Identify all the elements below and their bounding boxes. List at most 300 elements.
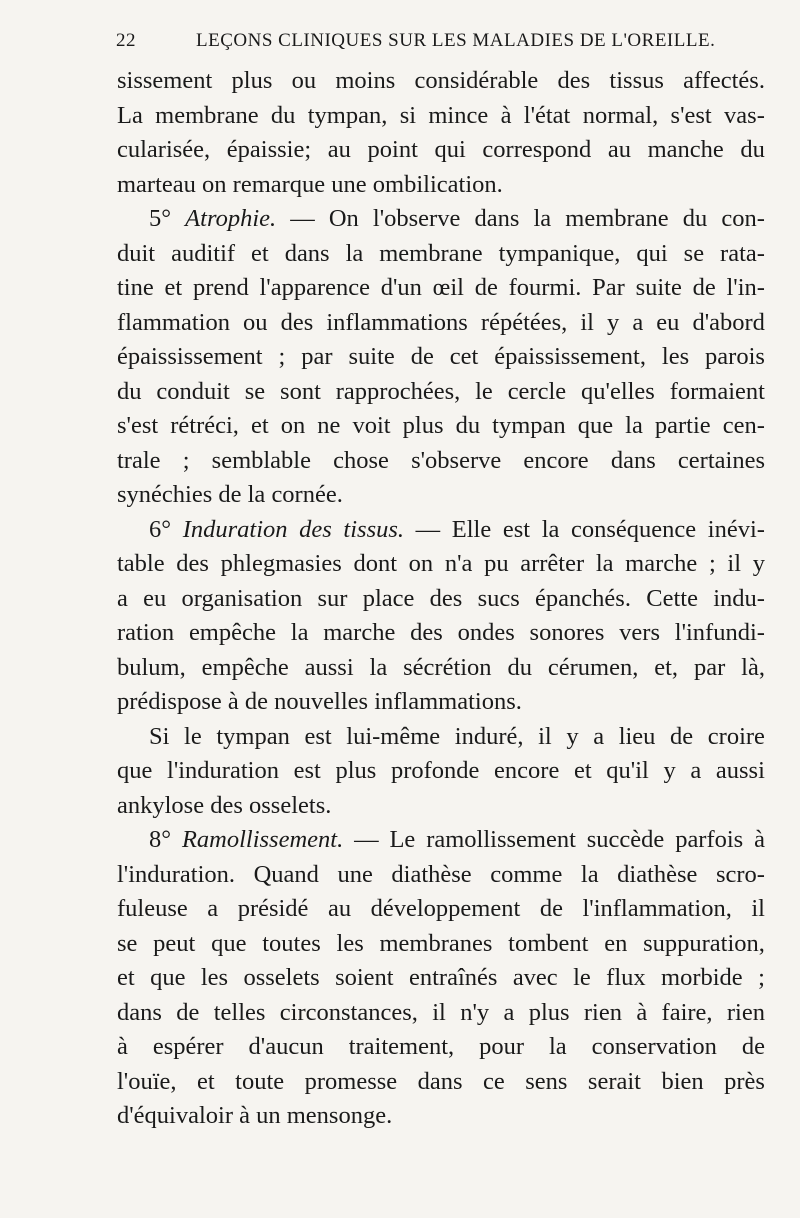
word: au	[327, 895, 352, 922]
word: ankylose	[117, 791, 211, 819]
word: on	[280, 412, 306, 439]
word: membrane	[379, 239, 483, 267]
word: le	[184, 722, 202, 750]
word: se	[244, 377, 266, 405]
word: marteau	[117, 170, 203, 198]
word: est	[304, 722, 332, 750]
word: œil	[432, 274, 464, 301]
word: de	[218, 481, 248, 508]
word: tympan,	[307, 101, 388, 129]
word: s'observe	[411, 446, 502, 474]
word: de	[692, 274, 716, 301]
word: scro-	[715, 860, 765, 888]
word: la	[290, 619, 309, 646]
word: qui	[434, 136, 466, 163]
word: à	[500, 101, 512, 129]
body-text	[117, 64, 765, 1134]
word: —	[415, 515, 441, 543]
word: il	[538, 722, 552, 750]
word: a	[503, 998, 515, 1026]
text-line	[117, 996, 765, 1031]
text-line	[117, 306, 765, 341]
word: au	[607, 136, 632, 163]
word: flammation	[117, 308, 230, 336]
word: prend	[192, 274, 249, 301]
word: épaississement	[117, 343, 263, 370]
word: par	[301, 343, 333, 370]
word: s'est	[117, 412, 159, 439]
word: une	[337, 860, 373, 888]
word: l'induration.	[117, 860, 236, 888]
word: on	[202, 170, 233, 198]
word: et	[197, 1067, 215, 1095]
word: d'abord	[692, 308, 765, 336]
word: plus	[231, 67, 273, 94]
word: et	[164, 274, 183, 301]
text-line	[117, 754, 765, 789]
word: de	[741, 1033, 765, 1060]
word: du	[682, 205, 708, 232]
text-line	[117, 513, 765, 548]
word: y	[663, 757, 676, 784]
word: a	[207, 895, 219, 922]
word: a	[117, 584, 128, 612]
word: la	[541, 515, 560, 543]
word: et	[117, 964, 135, 991]
word: aussi	[715, 757, 765, 784]
word: développement	[370, 895, 521, 922]
word: le	[573, 964, 591, 991]
word: l'induration	[167, 757, 279, 784]
word: con-	[721, 205, 765, 232]
word: de	[176, 998, 200, 1026]
word: Induration	[182, 515, 288, 543]
word: l'état	[523, 101, 571, 129]
word: Le	[389, 826, 416, 853]
word: cérumen,	[547, 653, 639, 681]
word: cen-	[722, 412, 765, 439]
text-line	[117, 547, 765, 582]
text-line	[117, 1065, 765, 1100]
word: y	[566, 722, 579, 750]
word: dans	[474, 205, 520, 232]
word: succède	[586, 826, 665, 853]
word: lui-même	[346, 722, 441, 750]
running-title: LEÇONS CLINIQUES SUR LES MALADIES DE L'OREILLE.	[196, 30, 716, 51]
word: affectés.	[683, 67, 765, 94]
word: partie	[654, 412, 711, 439]
word: empêche	[201, 653, 289, 681]
word: Atrophie.	[185, 205, 277, 232]
word: 8°	[149, 826, 172, 853]
word: Elle	[451, 515, 492, 543]
word: épanchés.	[535, 584, 631, 612]
word: pu	[484, 550, 509, 577]
word: remarque	[232, 170, 332, 198]
word: dans	[284, 239, 330, 267]
word: on	[408, 550, 434, 577]
text-line	[117, 237, 765, 272]
word: fourmi.	[508, 274, 582, 301]
word: phlegmasies	[220, 550, 342, 577]
word: tissus.	[343, 515, 405, 543]
text-line	[117, 720, 765, 755]
word: épaississement,	[494, 343, 646, 370]
text-line	[117, 582, 765, 617]
word: ;	[708, 550, 716, 577]
word: a	[690, 757, 702, 784]
word: considérable	[414, 67, 539, 94]
word: empêche	[188, 619, 276, 646]
word: qu'elles	[581, 377, 655, 405]
word: plus	[402, 412, 444, 439]
word: entraînés	[408, 964, 498, 991]
word: y	[607, 308, 620, 336]
word: Quand	[253, 860, 319, 888]
word: de	[539, 895, 563, 922]
word: qu'il	[606, 757, 649, 784]
word: Si	[149, 722, 170, 750]
word: que	[150, 964, 186, 991]
word: fuleuse	[117, 895, 188, 922]
word: d'un	[380, 274, 422, 301]
word: faire,	[661, 998, 713, 1026]
word: en	[604, 929, 628, 957]
word: osselets.	[249, 791, 332, 819]
word: et	[251, 239, 269, 267]
text-line	[117, 64, 765, 99]
word: place	[362, 584, 415, 612]
word: cularisée,	[117, 136, 211, 163]
word: chose	[333, 446, 389, 474]
word: rata-	[720, 239, 765, 267]
word: ;	[182, 446, 190, 474]
word: ombilication.	[372, 170, 503, 198]
word: la	[369, 653, 388, 681]
word: dont	[353, 550, 397, 577]
word: prédispose	[117, 688, 228, 715]
word: circonstances,	[279, 998, 418, 1026]
word: si	[399, 101, 417, 129]
word: du	[740, 136, 765, 163]
text-line	[117, 202, 765, 237]
word: On	[328, 205, 359, 232]
word: du	[507, 653, 532, 681]
word: Cette	[646, 584, 698, 612]
word: formaient	[669, 377, 765, 405]
word: bien	[661, 1067, 704, 1095]
word: une	[331, 170, 373, 198]
text-line	[117, 789, 765, 824]
word: de	[670, 722, 694, 750]
word: la	[625, 412, 643, 439]
word: marche	[323, 619, 396, 646]
word: diathèse	[617, 860, 698, 888]
text-line	[117, 927, 765, 962]
text-line	[117, 478, 765, 513]
word: ;	[758, 964, 765, 991]
word: ondes	[457, 619, 515, 646]
word: la	[345, 239, 364, 267]
word: membrane	[155, 101, 259, 129]
word: se	[117, 929, 138, 957]
word: marche	[625, 550, 698, 577]
word: à	[754, 826, 765, 853]
word: rien	[583, 998, 622, 1026]
text-line	[117, 858, 765, 893]
text-line	[117, 616, 765, 651]
word: moins	[335, 67, 396, 94]
word: mensonge.	[286, 1102, 393, 1129]
word: l'inflammation,	[582, 895, 732, 922]
word: des	[210, 791, 250, 819]
word: conséquence	[571, 515, 697, 543]
word: l'infundi-	[674, 619, 765, 646]
word: la	[580, 860, 599, 888]
word: rien	[726, 998, 765, 1026]
word: tissus	[609, 67, 664, 94]
word: les	[336, 929, 364, 957]
word: n'a	[444, 550, 473, 577]
word: parfois	[675, 826, 744, 853]
word: —	[354, 826, 379, 853]
word: il	[432, 998, 446, 1026]
text-line	[117, 1099, 765, 1134]
word: 5°	[149, 205, 172, 232]
word: mince	[428, 101, 489, 129]
word: eu	[143, 584, 167, 612]
word: aussi	[304, 653, 354, 681]
word: des	[176, 550, 209, 577]
word: toute	[235, 1067, 285, 1095]
word: sucs	[477, 584, 520, 612]
word: répétées,	[480, 308, 568, 336]
word: tine	[117, 274, 154, 301]
word: ne	[317, 412, 341, 439]
word: conduit	[156, 377, 230, 405]
word: de	[410, 343, 434, 370]
text-line	[117, 271, 765, 306]
word: organisation	[181, 584, 303, 612]
word: et	[250, 412, 269, 439]
text-line	[117, 892, 765, 927]
word: d'équivaloir	[117, 1102, 240, 1129]
word: toutes	[262, 929, 321, 957]
word: l'in-	[726, 274, 765, 301]
word: tympan	[492, 412, 566, 439]
word: près	[724, 1067, 765, 1095]
word: s'est	[670, 101, 712, 129]
word: inflammations.	[374, 688, 522, 715]
text-line	[117, 340, 765, 375]
word: pour	[479, 1033, 525, 1060]
word: est	[502, 515, 531, 543]
word: ration	[117, 619, 175, 646]
word: a	[593, 722, 605, 750]
word: tympan	[216, 722, 290, 750]
word: des	[410, 619, 443, 646]
word: arrêter	[520, 550, 585, 577]
text-line	[117, 651, 765, 686]
word: Par	[592, 274, 625, 301]
word: normal,	[582, 101, 659, 129]
word: les	[661, 343, 690, 370]
word: morbide	[661, 964, 743, 991]
word: manche	[647, 136, 724, 163]
word: il	[727, 550, 742, 577]
word: dans	[417, 1067, 463, 1095]
word: rétréci,	[170, 412, 239, 439]
word: cercle	[507, 377, 567, 405]
word: au	[327, 136, 351, 163]
text-line	[117, 444, 765, 479]
word: tympanique,	[498, 239, 621, 267]
word: à	[636, 998, 648, 1026]
word: les	[200, 964, 229, 991]
word: avec	[512, 964, 558, 991]
word: sissement	[117, 67, 213, 94]
word: certaines	[677, 446, 765, 474]
word: croire	[707, 722, 765, 750]
word: ou	[243, 308, 268, 336]
word: du	[455, 412, 481, 439]
word: lieu	[618, 722, 656, 750]
word: flux	[606, 964, 646, 991]
word: un	[256, 1102, 287, 1129]
word: de	[474, 274, 498, 301]
word: et,	[654, 653, 679, 681]
word: diathèse	[391, 860, 472, 888]
word: telles	[213, 998, 266, 1026]
word: sonores	[529, 619, 605, 646]
word: nouvelles	[274, 688, 375, 715]
word: des	[557, 67, 591, 94]
word: ;	[278, 343, 286, 370]
word: sécrétion	[403, 653, 492, 681]
text-line	[117, 133, 765, 168]
word: synéchies	[117, 481, 219, 508]
word: que	[211, 929, 247, 957]
word: à	[117, 1033, 128, 1060]
word: espérer	[152, 1033, 224, 1060]
word: il	[751, 895, 765, 922]
word: encore	[523, 446, 589, 474]
page-number: 22	[116, 30, 136, 51]
word: parois	[705, 343, 765, 370]
word: du	[270, 101, 296, 129]
word: l'observe	[372, 205, 461, 232]
word: plus	[528, 998, 570, 1026]
word: soient	[335, 964, 394, 991]
word: eu	[656, 308, 680, 336]
word: rapprochées,	[335, 377, 461, 405]
word: sont	[280, 377, 321, 405]
word: la	[247, 481, 272, 508]
text-line	[117, 961, 765, 996]
word: trale	[117, 446, 161, 474]
word: des	[280, 308, 314, 336]
word: l'apparence	[259, 274, 370, 301]
word: sur	[317, 584, 348, 612]
word: —	[290, 205, 315, 232]
text-line	[117, 168, 765, 203]
word: membrane	[565, 205, 669, 232]
word: ou	[291, 67, 317, 94]
word: Ramollissement.	[181, 826, 344, 853]
word: suite	[348, 343, 395, 370]
word: ce	[483, 1067, 505, 1095]
word: de	[244, 688, 275, 715]
word: vers	[619, 619, 660, 646]
word: tombent	[508, 929, 589, 957]
word: là,	[741, 653, 765, 681]
word: cet	[449, 343, 479, 370]
word: il	[580, 308, 594, 336]
word: encore	[494, 757, 560, 784]
word: osselets	[243, 964, 320, 991]
word: vas-	[724, 101, 765, 129]
text-line	[117, 1030, 765, 1065]
text-line	[117, 685, 765, 720]
word: indu-	[713, 584, 765, 612]
word: des	[429, 584, 463, 612]
word: promesse	[304, 1067, 398, 1095]
word: des	[299, 515, 332, 543]
word: ramollissement	[426, 826, 576, 853]
word: point	[367, 136, 418, 163]
word: serait	[587, 1067, 641, 1095]
word: et	[573, 757, 592, 784]
word: conservation	[591, 1033, 717, 1060]
word: l'ouïe,	[117, 1067, 177, 1095]
word: par	[693, 653, 726, 681]
word: profonde	[390, 757, 480, 784]
page-header	[116, 30, 756, 58]
word: y	[752, 550, 765, 577]
word: table	[117, 550, 165, 577]
word: induré,	[454, 722, 524, 750]
text-line	[117, 409, 765, 444]
word: présidé	[237, 895, 309, 922]
word: inflammations	[326, 308, 468, 336]
word: dans	[610, 446, 656, 474]
word: bulum,	[117, 653, 186, 681]
word: se	[683, 239, 705, 267]
word: auditif	[171, 239, 236, 267]
word: voit	[352, 412, 391, 439]
word: la	[533, 205, 552, 232]
text-line	[117, 99, 765, 134]
text-line	[117, 375, 765, 410]
word: duit	[117, 239, 156, 267]
word: suite	[635, 274, 682, 301]
word: est	[293, 757, 321, 784]
word: semblable	[211, 446, 311, 474]
word: inévi-	[707, 515, 765, 543]
word: d'aucun	[248, 1033, 324, 1060]
word: sens	[525, 1067, 568, 1095]
word: traitement,	[348, 1033, 455, 1060]
word: plus	[335, 757, 377, 784]
word: épaissie;	[226, 136, 312, 163]
word: suppuration,	[643, 929, 765, 957]
word: à	[239, 1102, 257, 1129]
text-line	[117, 823, 765, 858]
word: n'y	[460, 998, 490, 1026]
word: à	[227, 688, 245, 715]
word: La	[117, 101, 143, 129]
word: membranes	[379, 929, 493, 957]
